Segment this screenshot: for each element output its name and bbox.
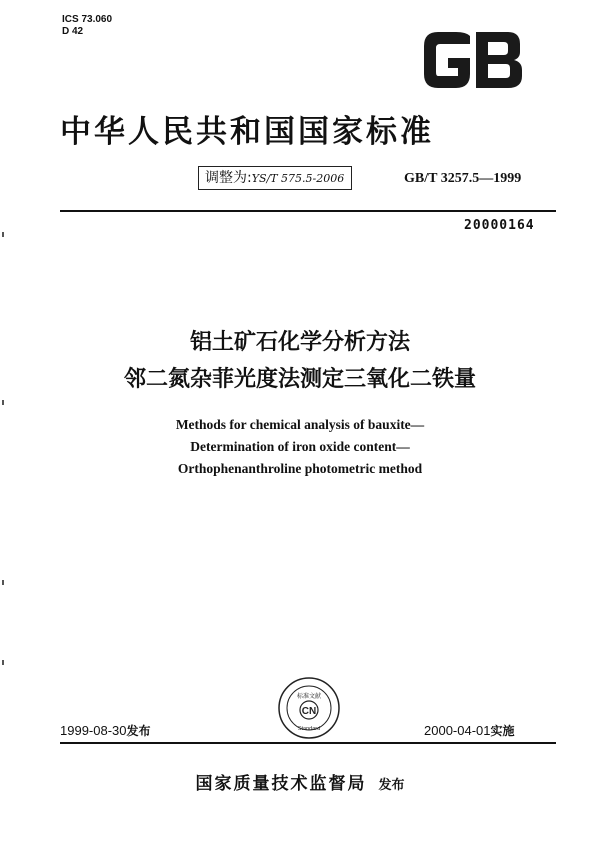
ics-code: ICS 73.060 [62,14,113,25]
title-en-line1: Methods for chemical analysis of bauxite— [175,417,425,432]
adjustment-label: 调整为: [205,170,252,186]
adjustment-stamp [198,166,352,190]
title-en-line2: Determination of iron oxide content— [190,439,410,454]
adjustment-handwritten-value: YS/T 575.5-2006 [251,172,345,185]
implementation-date: 2000-04-01 [424,723,491,738]
title-cn-line2: 邻二氮杂菲光度法测定三氧化二铁量 [123,367,476,392]
gb-logo [420,30,524,90]
issue-date-block [60,722,151,740]
scan-speck [2,660,4,665]
title-en-line3: Orthophenanthroline photometric method [177,461,423,476]
standard-number: GB/T 3257.5—1999 [404,171,522,186]
title-cn-line1: 铝土矿石化学分析方法 [189,330,410,355]
seal-bottom-text: Standard [297,726,321,732]
publisher-block [0,772,600,798]
issue-label: 发布 [126,724,151,738]
scan-speck [2,580,4,585]
gb-logo-text: GB [420,30,422,31]
publisher-name: 国家质量技术监督局 [195,774,367,794]
seal-top-text: 标准文献 [296,693,322,700]
serial-number: 20000164 [464,218,535,233]
issue-date: 1999-08-30 [60,723,127,738]
implementation-label: 实施 [490,724,515,738]
publisher-seal [277,676,341,740]
scan-speck [2,232,4,237]
seal-center-text: CN [301,706,317,717]
classification-code: D 42 [62,26,84,37]
implementation-date-block [424,722,515,740]
top-divider [60,210,556,212]
publisher-suffix: 发布 [378,778,405,793]
ics-code-block [62,14,112,38]
national-standard-title: 中华人民共和国国家标准 [60,114,434,150]
bottom-divider [60,742,556,744]
scan-speck [2,400,4,405]
